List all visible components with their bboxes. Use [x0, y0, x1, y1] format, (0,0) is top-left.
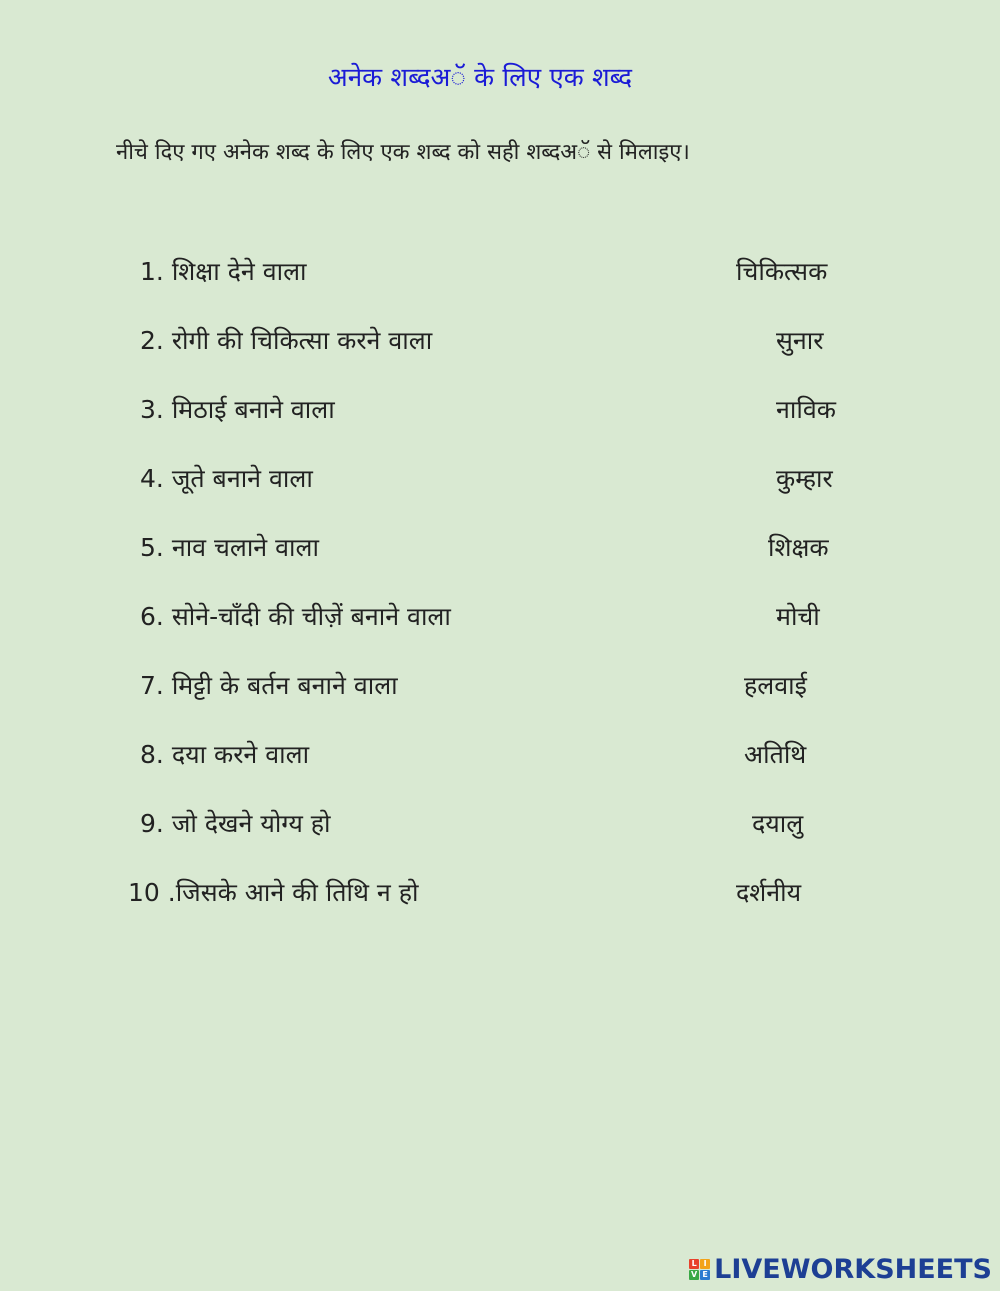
- question-text: जो देखने योग्य हो: [171, 809, 331, 838]
- question-text: जूते बनाने वाला: [171, 464, 313, 493]
- question-text: मिठाई बनाने वाला: [171, 395, 335, 424]
- logo-letter: I: [700, 1259, 710, 1269]
- question-item: [140, 254, 307, 288]
- question-item: [140, 737, 309, 771]
- brand-name: LIVEWORKSHEETS: [714, 1254, 992, 1285]
- question-number: 4.: [140, 464, 164, 493]
- logo-letter: V: [691, 1270, 698, 1279]
- answer-option[interactable]: शिक्षक: [768, 533, 829, 562]
- question-item: [140, 461, 313, 495]
- question-number: 3.: [140, 395, 164, 424]
- question-item: [140, 323, 432, 357]
- question-item: [140, 392, 335, 426]
- question-number: 10: [128, 878, 160, 907]
- question-text: शिक्षा देने वाला: [171, 257, 307, 286]
- question-item: [140, 530, 319, 564]
- logo-letter: L: [689, 1259, 699, 1269]
- question-text: .जिसके आने की तिथि न हो: [167, 878, 419, 907]
- answer-option[interactable]: चिकित्सक: [736, 257, 828, 286]
- answer-option[interactable]: अतिथि: [744, 740, 807, 769]
- answer-option[interactable]: कुम्हार: [776, 464, 833, 493]
- question-number: 6.: [140, 602, 164, 631]
- question-text: सोने-चाँदी की चीज़ें बनाने वाला: [171, 602, 451, 631]
- liveworksheets-logo: [689, 1254, 992, 1285]
- question-number: 7.: [140, 671, 164, 700]
- answer-option[interactable]: नाविक: [776, 395, 836, 424]
- question-item: [140, 806, 331, 840]
- logo-mark-icon: [689, 1259, 710, 1280]
- question-number: 5.: [140, 533, 164, 562]
- logo-letter: E: [700, 1270, 710, 1280]
- question-number: 8.: [140, 740, 164, 769]
- question-text: रोगी की चिकित्सा करने वाला: [171, 326, 433, 355]
- question-number: 2.: [140, 326, 164, 355]
- answer-option[interactable]: सुनार: [776, 326, 824, 355]
- answer-option[interactable]: दयालु: [752, 809, 804, 838]
- instruction-text: नीचे दिए गए अनेक शब्द के लिए एक शब्द को सही शब्दअॅ से मिलाइए।: [116, 140, 690, 165]
- answer-option[interactable]: हलवाई: [744, 671, 807, 700]
- answer-option[interactable]: मोची: [776, 602, 820, 631]
- question-text: नाव चलाने वाला: [171, 533, 319, 562]
- question-number: 9.: [140, 809, 164, 838]
- question-item: [140, 599, 451, 633]
- question-text: मिट्टी के बर्तन बनाने वाला: [171, 671, 398, 700]
- question-item: [140, 668, 398, 702]
- worksheet-title: अनेक शब्दअॅ के लिए एक शब्द: [327, 63, 633, 93]
- question-item: [128, 875, 418, 909]
- question-text: दया करने वाला: [171, 740, 310, 769]
- question-number: 1.: [140, 257, 164, 286]
- answer-option[interactable]: दर्शनीय: [736, 878, 802, 907]
